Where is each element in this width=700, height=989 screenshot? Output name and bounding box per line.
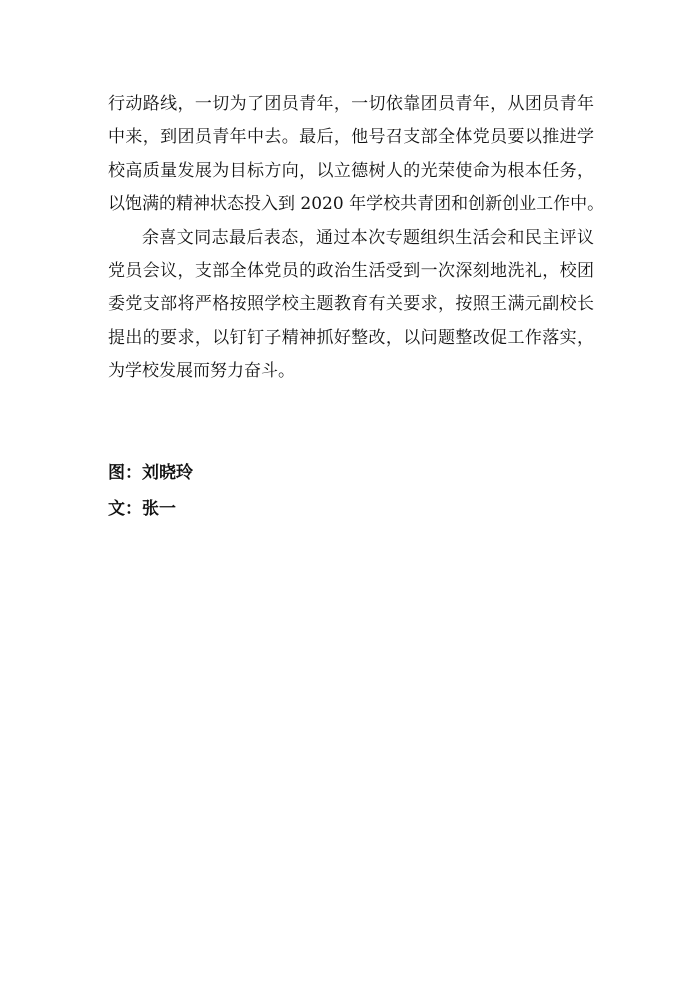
text-line: 中来，到团员青年中去。最后，他号召支部全体党员要以推进学 (108, 127, 594, 148)
text-line: 校高质量发展为目标方向，以立德树人的光荣使命为根本任务， (108, 160, 594, 181)
text-line: 委党支部将严格按照学校主题教育有关要求，按照王满元副校长 (108, 294, 594, 315)
text-line: 为学校发展而努力奋斗。 (108, 361, 295, 382)
paragraph-2 (108, 222, 594, 389)
text-credit: 文：张一 (108, 499, 176, 519)
text-line: 余喜文同志最后表态，通过本次专题组织生活会和民主评议 (142, 227, 594, 248)
text-line: 行动路线，一切为了团员青年，一切依靠团员青年，从团员青年 (108, 94, 594, 114)
text-line: 提出的要求，以钉钉子精神抓好整改，以问题整改促工作落实， (108, 327, 594, 348)
photo-credit: 图：刘晓玲 (108, 463, 193, 483)
paragraph-1 (108, 88, 605, 222)
text-line: 以饱满的精神状态投入到 2020 年学校共青团和创新创业工作中。 (108, 194, 605, 215)
text-line: 党员会议，支部全体党员的政治生活受到一次深刻地洗礼，校团 (108, 260, 594, 281)
article-body (108, 88, 605, 389)
